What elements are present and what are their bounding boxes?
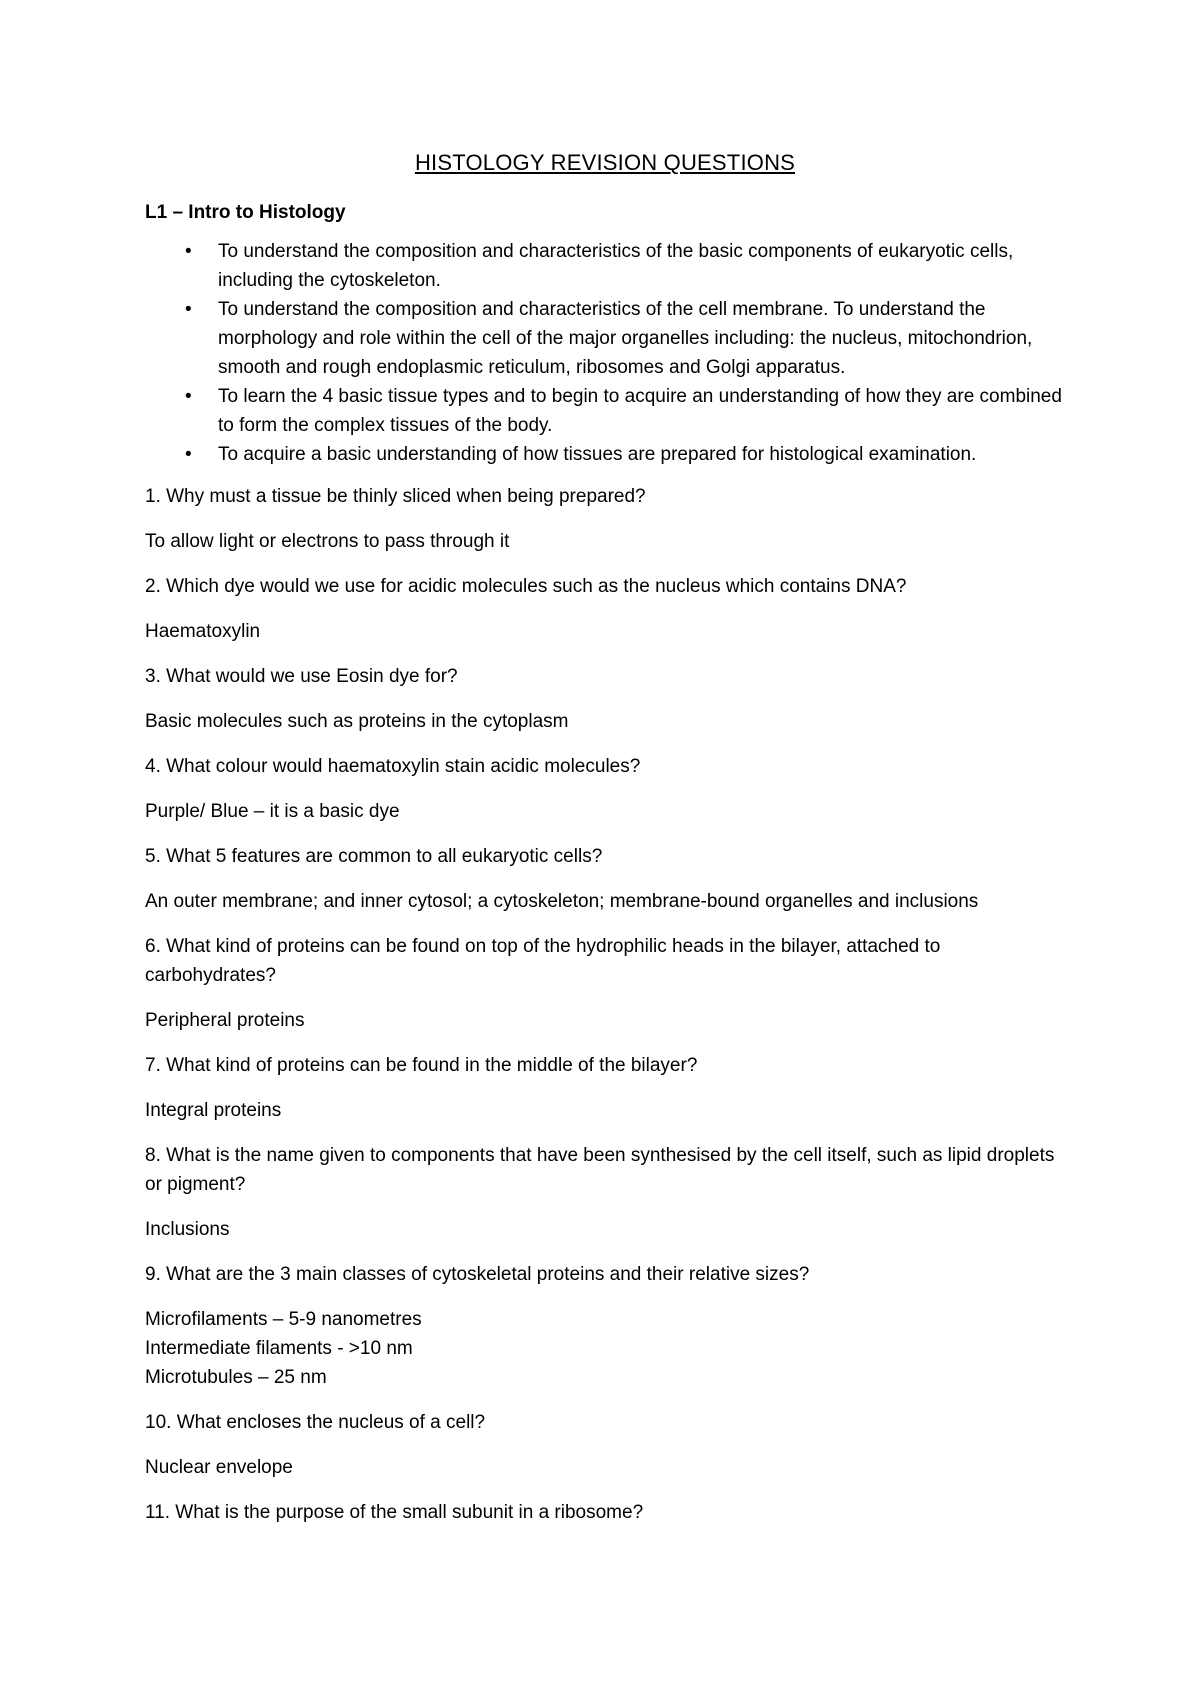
- answer-7: [145, 1096, 1065, 1125]
- answer-5: [145, 887, 1065, 916]
- question-5: 5. What 5 features are common to all eukaryotic cells?: [145, 846, 603, 867]
- answer-10: [145, 1453, 1065, 1482]
- objective-text: To learn the 4 basic tissue types and to begin to acquire an understanding of how they are combined to form the complex tissues of the body.: [218, 386, 1062, 436]
- qa-block-11: [145, 1498, 1065, 1527]
- qa-block-3: [145, 662, 1065, 736]
- question-8: 8. What is the name given to components that have been synthesised by the cell itself, such as lipid droplets or pigment?: [145, 1145, 1055, 1195]
- answer-line: Integral proteins: [145, 1100, 282, 1121]
- answer-line: Basic molecules such as proteins in the cytoplasm: [145, 711, 569, 732]
- bullet-icon: •: [185, 444, 192, 465]
- question-7: 7. What kind of proteins can be found in the middle of the bilayer?: [145, 1055, 698, 1076]
- qa-block-6: [145, 932, 1065, 1035]
- answer-line: Microfilaments – 5-9 nanometres: [145, 1309, 422, 1330]
- answer-9: [145, 1305, 1065, 1392]
- document-content: [145, 148, 1065, 1543]
- answer-line: Purple/ Blue – it is a basic dye: [145, 801, 400, 822]
- answer-6: [145, 1006, 1065, 1035]
- answer-4: [145, 797, 1065, 826]
- answer-line: To allow light or electrons to pass through it: [145, 531, 510, 552]
- qa-block-2: [145, 572, 1065, 646]
- objective-item: [145, 440, 1065, 469]
- learning-objectives-list: [145, 237, 1065, 469]
- answer-line: An outer membrane; and inner cytosol; a cytoskeleton; membrane-bound organelles and inclusions: [145, 891, 979, 912]
- qa-block-9: [145, 1260, 1065, 1392]
- question-2: 2. Which dye would we use for acidic molecules such as the nucleus which contains DNA?: [145, 576, 907, 597]
- bullet-icon: •: [185, 241, 192, 262]
- section-heading: L1 – Intro to Histology: [145, 202, 346, 223]
- answer-2: [145, 617, 1065, 646]
- answer-1: [145, 527, 1065, 556]
- qa-block-5: [145, 842, 1065, 916]
- question-6: 6. What kind of proteins can be found on top of the hydrophilic heads in the bilayer, attached to carbohydrates?: [145, 936, 941, 986]
- objective-item: [145, 237, 1065, 295]
- question-11: 11. What is the purpose of the small subunit in a ribosome?: [145, 1502, 644, 1523]
- objective-text: To understand the composition and characteristics of the basic components of eukaryotic cells, including the cytoskeleton.: [218, 241, 1014, 291]
- objective-text: To acquire a basic understanding of how tissues are prepared for histological examination.: [218, 444, 977, 465]
- qa-block-7: [145, 1051, 1065, 1125]
- objective-text: To understand the composition and characteristics of the cell membrane. To understand the morphology and role within the cell of the major organelles including: the nucleus, mitochondrion, smooth and rough endoplasmic reticulum, ribosomes and Golgi apparatus.: [218, 299, 1033, 378]
- objective-item: [145, 295, 1065, 382]
- answer-line: Peripheral proteins: [145, 1010, 305, 1031]
- objective-item: [145, 382, 1065, 440]
- question-9: 9. What are the 3 main classes of cytoskeletal proteins and their relative sizes?: [145, 1264, 810, 1285]
- answer-3: [145, 707, 1065, 736]
- question-3: 3. What would we use Eosin dye for?: [145, 666, 458, 687]
- qa-block-10: [145, 1408, 1065, 1482]
- answer-line: Intermediate filaments - >10 nm: [145, 1338, 413, 1359]
- question-4: 4. What colour would haematoxylin stain acidic molecules?: [145, 756, 641, 777]
- question-1: 1. Why must a tissue be thinly sliced when being prepared?: [145, 486, 646, 507]
- bullet-icon: •: [185, 386, 192, 407]
- answer-line: Inclusions: [145, 1219, 230, 1240]
- question-10: 10. What encloses the nucleus of a cell?: [145, 1412, 486, 1433]
- answer-line: Microtubules – 25 nm: [145, 1367, 327, 1388]
- answer-line: Nuclear envelope: [145, 1457, 293, 1478]
- qa-block-1: [145, 482, 1065, 556]
- qa-block-4: [145, 752, 1065, 826]
- bullet-icon: •: [185, 299, 192, 320]
- qa-block-8: [145, 1141, 1065, 1244]
- page-title: HISTOLOGY REVISION QUESTIONS: [414, 150, 796, 175]
- answer-8: [145, 1215, 1065, 1244]
- answer-line: Haematoxylin: [145, 621, 261, 642]
